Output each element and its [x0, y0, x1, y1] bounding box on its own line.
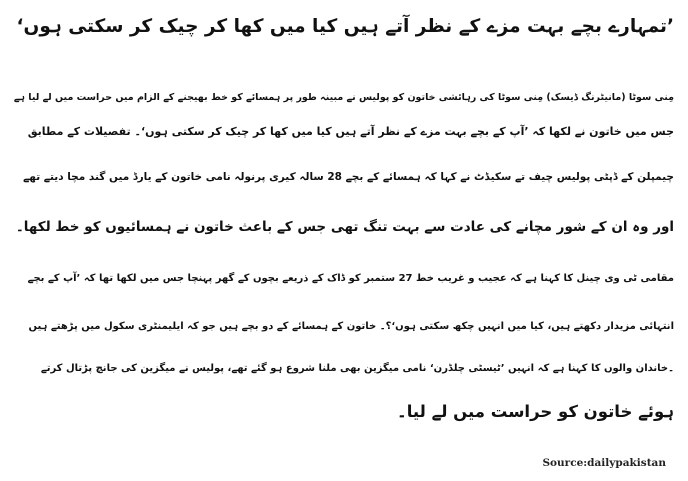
paragraph-1-line-2: جس میں خاتون نے لکھا کہ ’آپ کے بچے بہت مزے کے نظر آتے ہیں کیا میں کھا کر چیک کر سکتی ہوں‘۔ تفصیلات کے مطابق — [27, 125, 674, 138]
article-headline: ’تمہارے بچے بہت مزے کے نظر آتے ہیں کیا میں کھا کر چیک کر سکتی ہوں‘ — [16, 16, 674, 37]
source-credit: Source:dailypakistan — [542, 457, 666, 469]
paragraph-1-line-1: مِنی سوٹا (مانیٹرنگ ڈیسک) مِنی سوٹا کی رہائشی خاتون کو پولیس نے مبینہ طور پر ہمسائے کو خط بھیجنے کے الزام میں حراست میں لے لیا ہے — [14, 92, 674, 103]
paragraph-1-line-3: چیمپلن کے ڈپٹی پولیس چیف تے سکیڈٹ نے کہا کہ ہمسائے کے بچے 28 سالہ کیری پرنولہ نامی خاتون کے یارڈ میں گند مچا دیتے تھے — [23, 171, 674, 183]
paragraph-2-line-2: انتہائی مزیدار دکھتے ہیں، کیا میں انہیں چکھ سکتی ہوں‘؟۔ خاتون کے ہمسائے کے دو بچے ہیں جو کہ ایلیمنٹری سکول میں پڑھتے ہیں — [28, 321, 674, 332]
paragraph-1-line-4: اور وہ ان کے شور مچانے کی عادت سے بہت تنگ تھی جس کے باعث خاتون نے ہمسائیوں کو خط لکھا۔ — [15, 219, 674, 235]
paragraph-2-line-4: ہوئے خاتون کو حراست میں لے لیا۔ — [397, 402, 674, 421]
paragraph-2-line-1: مقامی ٹی وی چینل کا کہنا ہے کہ عجیب و غریب خط 27 ستمبر کو ڈاک کے ذریعے بچوں کے گھر پہنچا جس میں لکھا تھا کہ ’آپ کے بچے — [27, 273, 674, 284]
paragraph-2-line-3: ۔خاندان والوں کا کہنا ہے کہ انہیں ’ٹیسٹی چلڈرن‘ نامی میگزین بھی ملنا شروع ہو گئے تھے، پولیس نے میگزین کی جانچ پڑتال کرتے — [40, 363, 674, 374]
